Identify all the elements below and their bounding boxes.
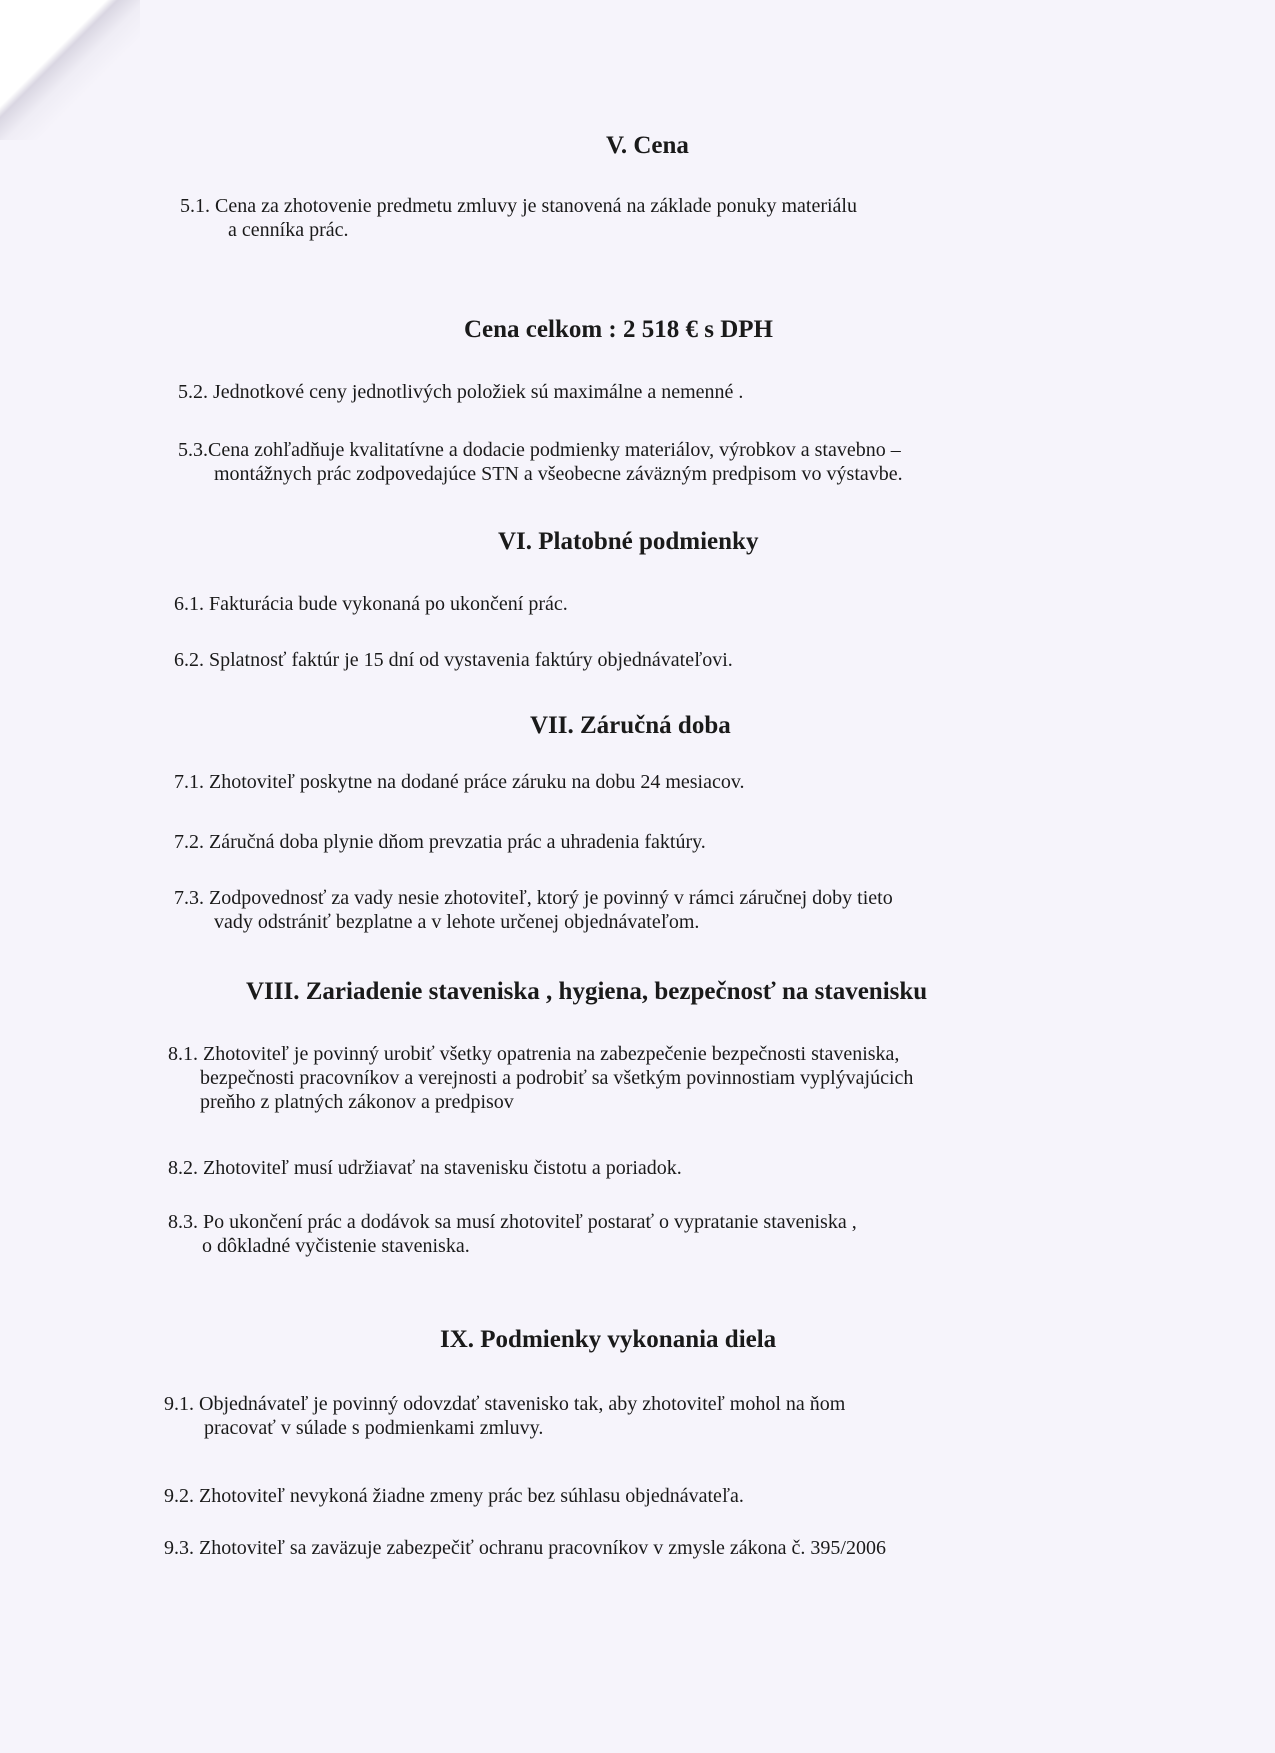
paragraph-number: 7.1. bbox=[174, 771, 204, 793]
paragraph-6-2 bbox=[174, 648, 733, 672]
paragraph-line: preňho z platných zákonov a predpisov bbox=[200, 1091, 514, 1113]
paragraph-line: Zhotoviteľ poskytne na dodané práce záruku na dobu 24 mesiacov. bbox=[209, 771, 745, 793]
paragraph-8-1 bbox=[168, 1042, 913, 1114]
paragraph-line: Po ukončení prác a dodávok sa musí zhotoviteľ postarať o vypratanie staveniska , bbox=[203, 1211, 857, 1233]
section-title-zariadenie-staveniska: VIII. Zariadenie staveniska , hygiena, bezpečnosť na stavenisku bbox=[246, 978, 928, 1005]
paragraph-line: vady odstrániť bezplatne a v lehote určenej objednávateľom. bbox=[214, 911, 700, 933]
section-title-cena: V. Cena bbox=[606, 132, 689, 159]
paragraph-number: 7.3. bbox=[174, 887, 204, 909]
paragraph-number: 9.2. bbox=[164, 1485, 194, 1507]
paragraph-7-1 bbox=[174, 770, 745, 794]
paragraph-line: pracovať v súlade s podmienkami zmluvy. bbox=[204, 1417, 544, 1439]
paragraph-number: 6.1. bbox=[174, 593, 204, 615]
paragraph-line: Zhotoviteľ sa zaväzuje zabezpečiť ochranu pracovníkov v zmysle zákona č. 395/2006 bbox=[199, 1537, 886, 1559]
paragraph-line: Zhotoviteľ nevykoná žiadne zmeny prác bez súhlasu objednávateľa. bbox=[199, 1485, 744, 1507]
paragraph-line: Zodpovednosť za vady nesie zhotoviteľ, ktorý je povinný v rámci záručnej doby tieto bbox=[209, 887, 893, 909]
paragraph-line: Fakturácia bude vykonaná po ukončení prác. bbox=[209, 593, 568, 615]
paragraph-8-3 bbox=[168, 1210, 857, 1258]
paragraph-line: a cenníka prác. bbox=[228, 219, 349, 241]
paragraph-number: 6.2. bbox=[174, 649, 204, 671]
paragraph-9-1 bbox=[164, 1392, 845, 1440]
paragraph-number: 8.3. bbox=[168, 1211, 198, 1233]
paragraph-line: Jednotkové ceny jednotlivých položiek sú maximálne a nemenné . bbox=[213, 381, 744, 403]
paragraph-line: o dôkladné vyčistenie staveniska. bbox=[202, 1235, 470, 1257]
paragraph-9-3 bbox=[164, 1536, 886, 1560]
paragraph-9-2 bbox=[164, 1484, 744, 1508]
paragraph-line: bezpečnosti pracovníkov a verejnosti a podrobiť sa všetkým povinnostiam vyplývajúcich bbox=[200, 1067, 914, 1089]
paragraph-8-2 bbox=[168, 1156, 682, 1180]
paragraph-line: Objednávateľ je povinný odovzdať stavenisko tak, aby zhotoviteľ mohol na ňom bbox=[199, 1393, 846, 1415]
paragraph-number: 7.2. bbox=[174, 831, 204, 853]
paragraph-number: 8.2. bbox=[168, 1157, 198, 1179]
paragraph-7-3 bbox=[174, 886, 893, 934]
paragraph-line: Zhotoviteľ musí udržiavať na stavenisku čistotu a poriadok. bbox=[203, 1157, 682, 1179]
folded-corner bbox=[0, 0, 95, 95]
paragraph-number: 8.1. bbox=[168, 1043, 198, 1065]
paragraph-line: Cena za zhotovenie predmetu zmluvy je stanovená na základe ponuky materiálu bbox=[215, 195, 857, 217]
paragraph-5-1 bbox=[180, 194, 857, 242]
paragraph-line: Záručná doba plynie dňom prevzatia prác a uhradenia faktúry. bbox=[209, 831, 706, 853]
paragraph-5-3 bbox=[178, 438, 903, 486]
paragraph-number: 5.1. bbox=[180, 195, 210, 217]
paragraph-number: 9.3. bbox=[164, 1537, 194, 1559]
paragraph-number: 5.2. bbox=[178, 381, 208, 403]
paragraph-line: Cena zohľadňuje kvalitatívne a dodacie podmienky materiálov, výrobkov a stavebno – bbox=[208, 439, 901, 461]
paragraph-number: 5.3. bbox=[178, 439, 208, 461]
section-title-platobne-podmienky: VI. Platobné podmienky bbox=[498, 528, 759, 555]
paragraph-6-1 bbox=[174, 592, 568, 616]
paragraph-5-2 bbox=[178, 380, 743, 404]
paragraph-7-2 bbox=[174, 830, 706, 854]
paragraph-line: Zhotoviteľ je povinný urobiť všetky opatrenia na zabezpečenie bezpečnosti staveniska, bbox=[203, 1043, 900, 1065]
section-title-podmienky-vykonania-diela: IX. Podmienky vykonania diela bbox=[440, 1326, 777, 1353]
section-title-zarucna-doba: VII. Záručná doba bbox=[530, 712, 731, 739]
paragraph-number: 9.1. bbox=[164, 1393, 194, 1415]
paragraph-line: montážnych prác zodpovedajúce STN a všeobecne záväzným predpisom vo výstavbe. bbox=[214, 463, 903, 485]
price-total: Cena celkom : 2 518 € s DPH bbox=[464, 316, 773, 343]
paragraph-line: Splatnosť faktúr je 15 dní od vystavenia faktúry objednávateľovi. bbox=[209, 649, 733, 671]
